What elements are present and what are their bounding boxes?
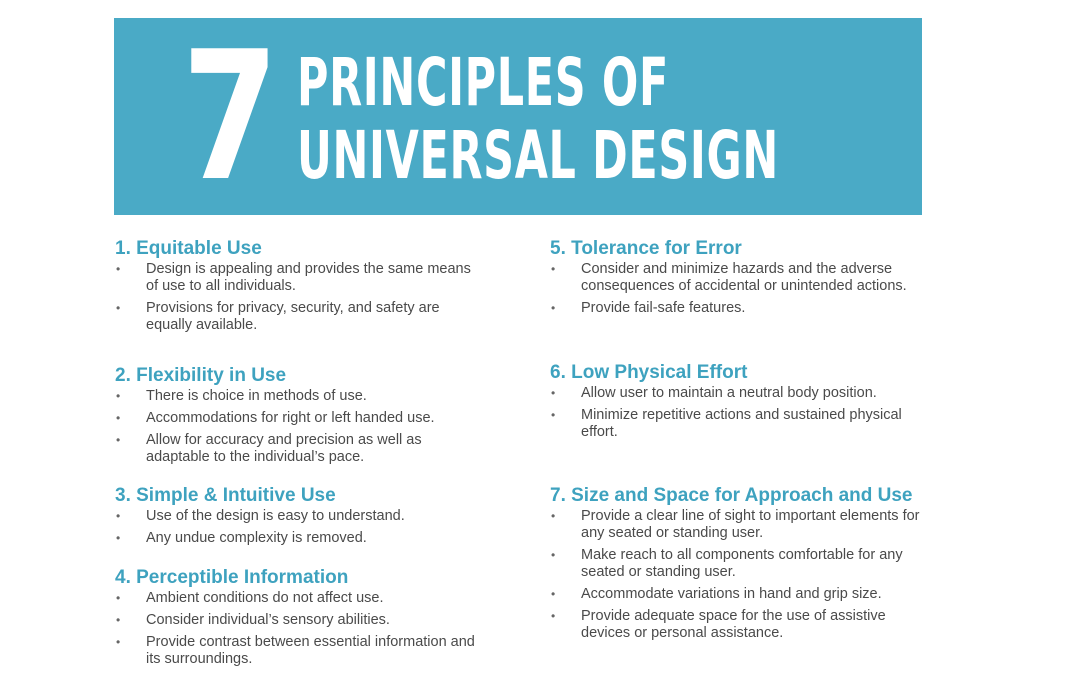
bullet-icon: • — [551, 386, 556, 400]
list-item: • Provisions for privacy, security, and safety are equally available. — [116, 300, 440, 333]
list-item: • Use of the design is easy to understand. — [116, 508, 405, 524]
section-tolerance-for-error — [550, 237, 925, 322]
bullet-icon: • — [116, 433, 121, 447]
list-item: • Provide adequate space for the use of assistive devices or personal assistance. — [551, 608, 886, 641]
section-heading: 3. Simple & Intuitive Use — [115, 485, 336, 506]
section-heading: 6. Low Physical Effort — [550, 362, 748, 383]
bullet-icon: • — [551, 587, 556, 601]
bullet-icon: • — [551, 301, 556, 315]
list-item: • Design is appealing and provides the same means of use to all individuals. — [116, 261, 471, 294]
bullet-icon: • — [551, 609, 556, 623]
header-number: 7 — [182, 13, 279, 220]
list-item: • Minimize repetitive actions and sustained physical effort. — [551, 407, 902, 440]
header-title — [297, 46, 779, 192]
bullet-icon: • — [116, 591, 121, 605]
bullet-icon: • — [116, 301, 121, 315]
bullet-icon: • — [551, 509, 556, 523]
bullet-icon: • — [116, 509, 121, 523]
bullet-icon: • — [551, 408, 556, 422]
list-item: • Accommodate variations in hand and grip size. — [551, 586, 882, 602]
list-item: • Allow for accuracy and precision as well as adaptable to the individual’s pace. — [116, 432, 422, 465]
list-item: • Make reach to all components comfortable for any seated or standing user. — [551, 547, 903, 580]
section-perceptible-information — [115, 566, 485, 673]
list-item: • Accommodations for right or left handed use. — [116, 410, 435, 426]
section-heading: 4. Perceptible Information — [115, 567, 349, 588]
section-heading: 5. Tolerance for Error — [550, 238, 742, 259]
section-low-physical-effort — [550, 361, 925, 446]
section-heading: 2. Flexibility in Use — [115, 365, 287, 386]
list-item: • Consider and minimize hazards and the adverse consequences of accidental or unintended actions. — [551, 261, 907, 294]
bullet-icon: • — [551, 262, 556, 276]
bullet-icon: • — [116, 389, 121, 403]
section-simple-intuitive-use — [115, 484, 485, 552]
list-item: • Provide contrast between essential information and its surroundings. — [116, 634, 475, 667]
section-size-and-space — [550, 484, 925, 647]
bullet-icon: • — [116, 411, 121, 425]
section-heading: 7. Size and Space for Approach and Use — [550, 485, 913, 506]
bullet-icon: • — [551, 548, 556, 562]
list-item: • Any undue complexity is removed. — [116, 530, 367, 546]
list-item: • There is choice in methods of use. — [116, 388, 367, 404]
header-title-line2: UNIVERSAL DESIGN — [297, 117, 779, 194]
header-title-line1: PRINCIPLES OF — [297, 44, 669, 121]
list-item: • Provide fail-safe features. — [551, 300, 746, 316]
bullet-icon: • — [116, 613, 121, 627]
section-heading: 1. Equitable Use — [115, 238, 262, 259]
list-item: • Ambient conditions do not affect use. — [116, 590, 384, 606]
section-equitable-use — [115, 237, 485, 339]
bullet-icon: • — [116, 531, 121, 545]
list-item: • Provide a clear line of sight to important elements for any seated or standing user. — [551, 508, 920, 541]
list-item: • Allow user to maintain a neutral body position. — [551, 385, 877, 401]
bullet-icon: • — [116, 635, 121, 649]
section-flexibility-in-use — [115, 364, 485, 471]
bullet-icon: • — [116, 262, 121, 276]
list-item: • Consider individual’s sensory abilities. — [116, 612, 390, 628]
